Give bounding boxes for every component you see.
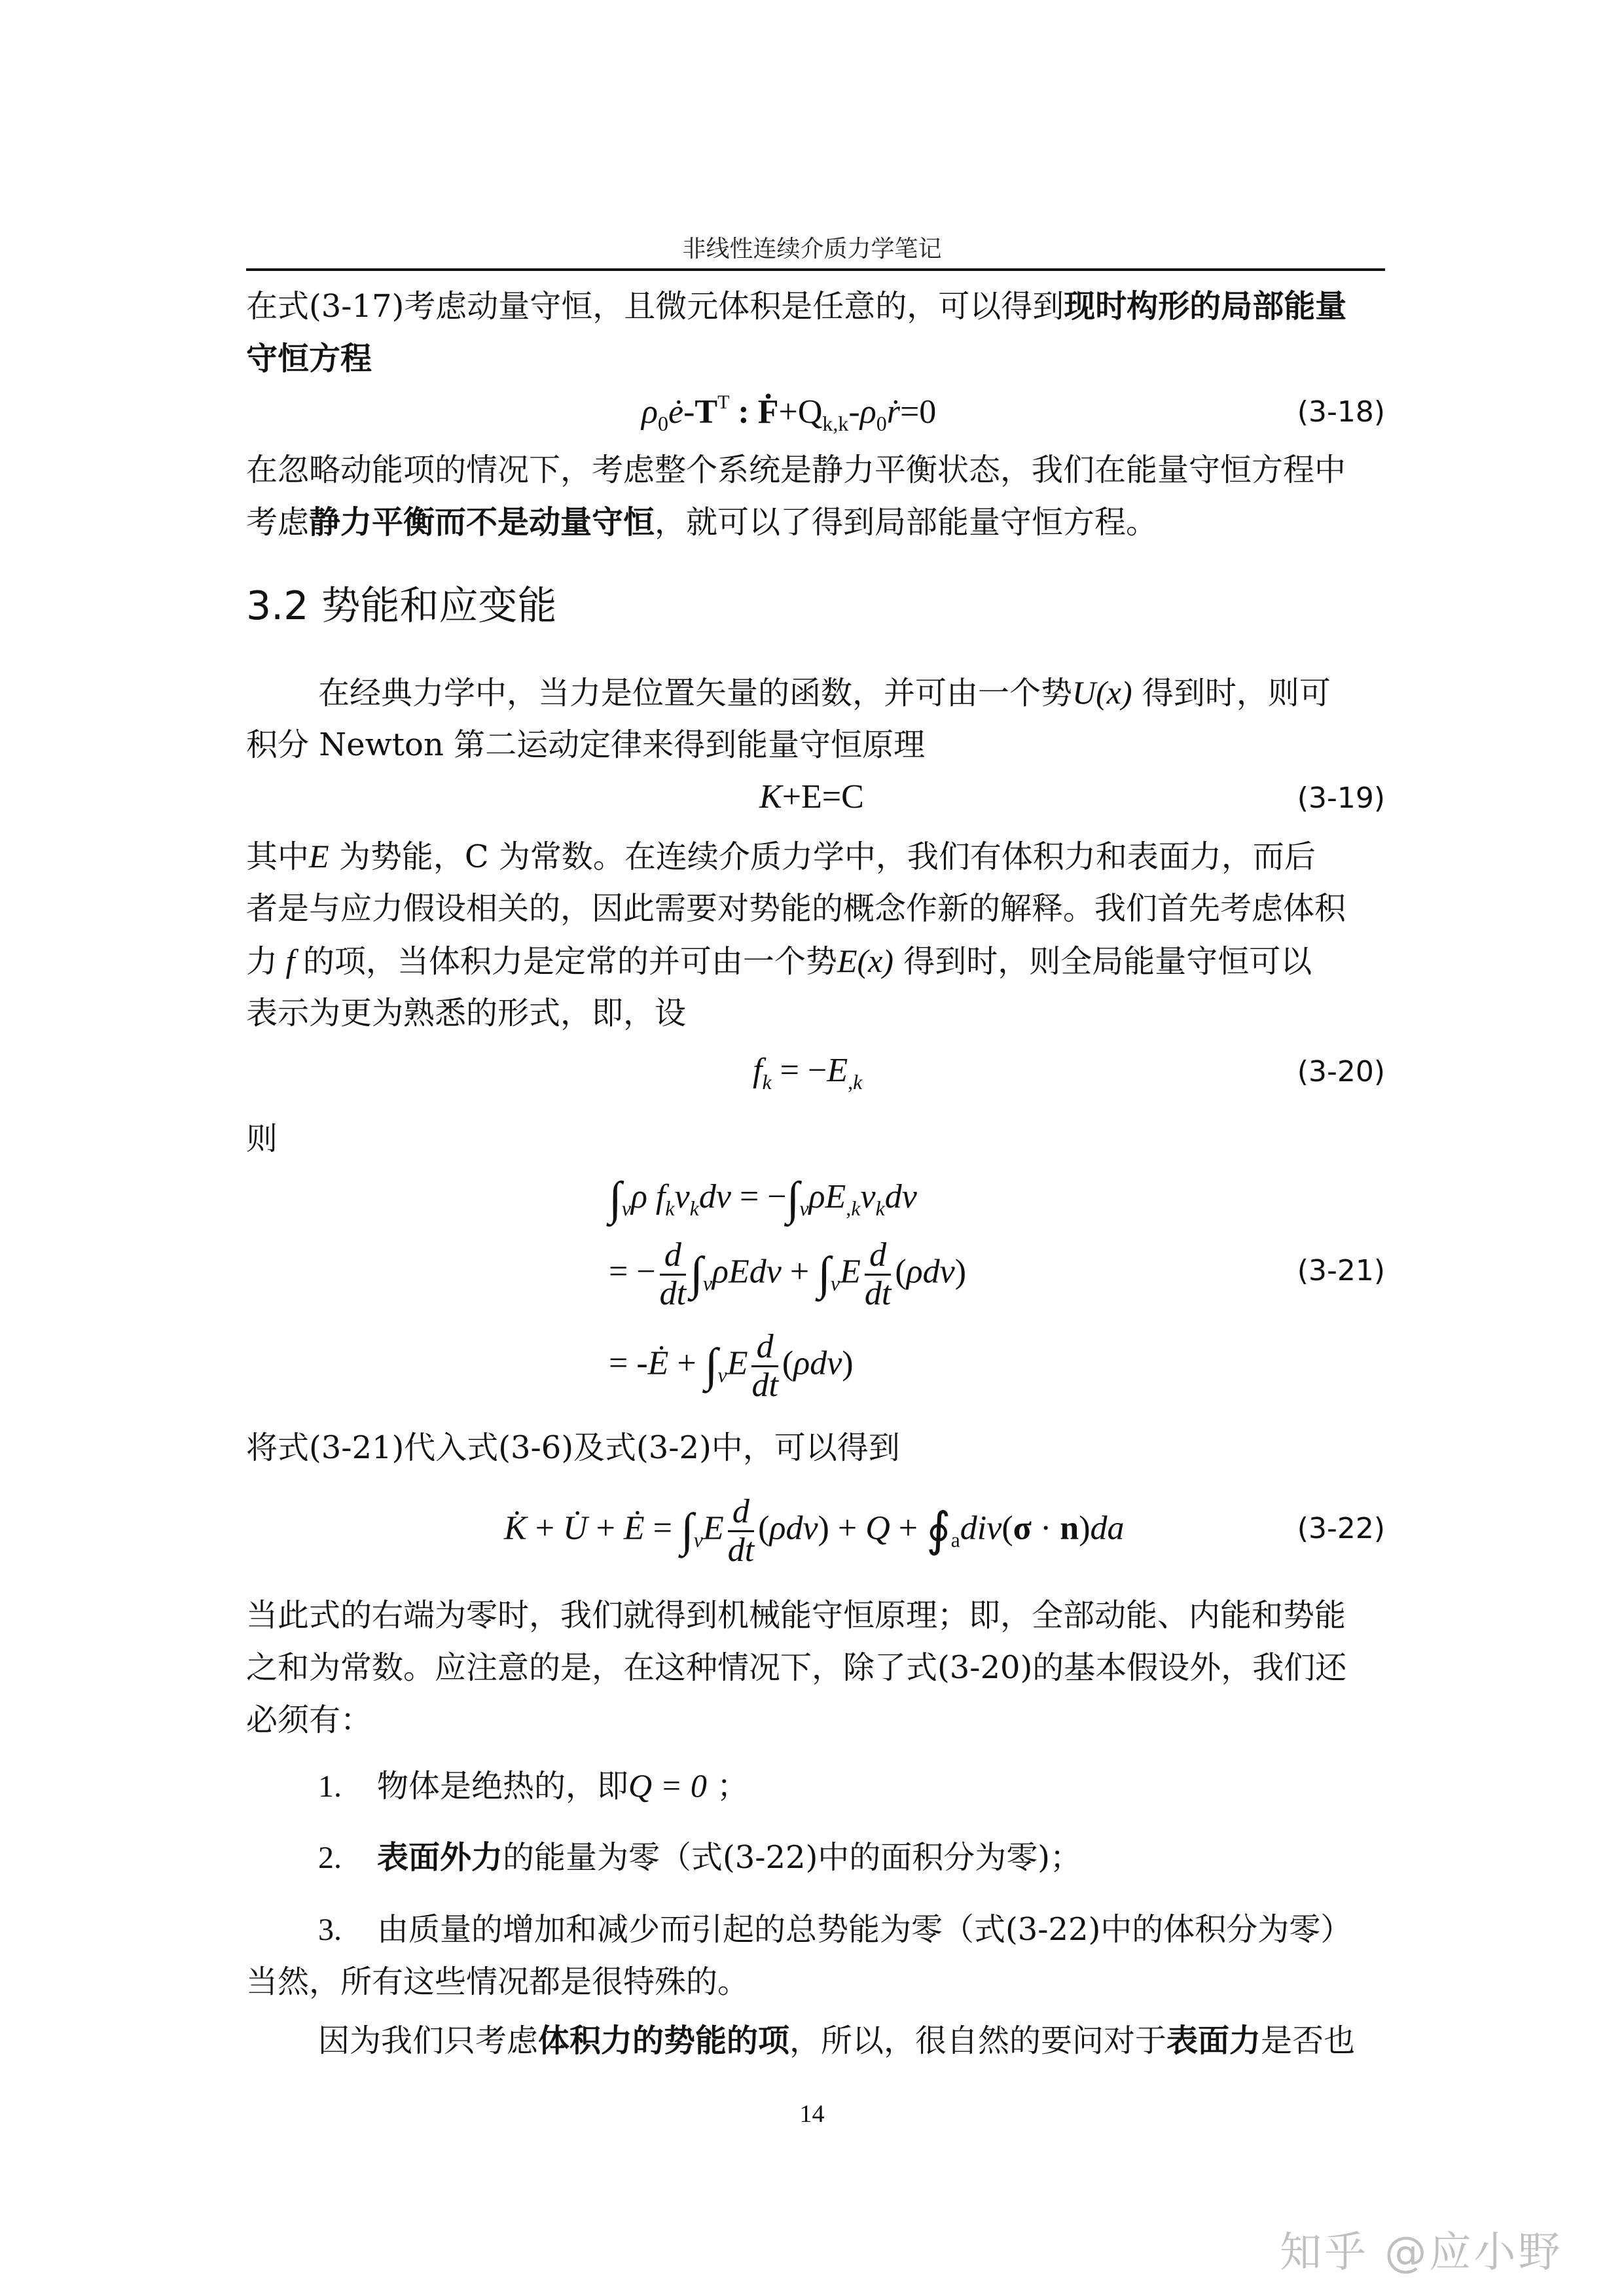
equation-number: (3-18) xyxy=(1297,395,1385,429)
equation-3-18: $\rho_0ė-T^T$ : $Ḟ+Q_{k,k}-\rho_0ṙ=0$ xyxy=(641,391,937,435)
page-number: 14 xyxy=(799,2100,825,2128)
equation-3-19: K+E=C xyxy=(759,778,864,816)
list-item: 3. 由质量的增加和减少而引起的总势能为零（式(3-22)中的体积分为零） xyxy=(318,1911,1352,1948)
equation-3-21-line1: $\int_v\rho$ $f_kv_kdv = -\int_v\rho E_{,k}v_kdv$ xyxy=(609,1172,917,1225)
equation-number: (3-21) xyxy=(1297,1254,1385,1287)
header-rule xyxy=(246,268,1385,271)
paragraph-line: 守恒方程 xyxy=(246,340,372,377)
paragraph-line: 其中E 为势能，C 为常数。在连续介质力学中，我们有体积力和表面力，而后 xyxy=(246,838,1316,875)
equation-3-20: $f_k = -E_{,k}$ xyxy=(753,1052,863,1094)
paragraph-line: 之和为常数。应注意的是，在这种情况下，除了式(3-20)的基本假设外，我们还 xyxy=(246,1649,1347,1686)
paragraph-line: 当此式的右端为零时，我们就得到机械能守恒原理；即，全部动能、内能和势能 xyxy=(246,1597,1346,1634)
equation-number: (3-20) xyxy=(1297,1055,1385,1088)
paragraph-line: 者是与应力假设相关的，因此需要对势能的概念作新的解释。我们首先考虑体积 xyxy=(246,890,1346,927)
equation-3-21-line3: = -Ė + $\int_vE$ $\frac{d}{dt}$ (ρdv) xyxy=(609,1328,854,1404)
paragraph-line: 则 xyxy=(246,1121,278,1157)
paragraph-line: 当然，所有这些情况都是很特殊的。 xyxy=(246,1964,749,2000)
paragraph-line: 将式(3-21)代入式(3-6)及式(3-2)中，可以得到 xyxy=(246,1429,900,1466)
paragraph-line: 表示为更为熟悉的形式，即，设 xyxy=(246,995,687,1031)
paragraph-line: 在经典力学中，当力是位置矢量的函数，并可由一个势U(x) 得到时，则可 xyxy=(318,674,1331,711)
list-item: 1. 物体是绝热的，即Q = 0 ； xyxy=(318,1767,749,1804)
watermark-text: 知乎 @应小野 xyxy=(1280,2229,1563,2277)
paragraph-line: 积分 Newton 第二运动定律来得到能量守恒原理 xyxy=(246,726,926,763)
equation-3-22: K̇ + U̇ + Ė = $\int_vE$ $\frac{d}{dt}$ $(\rho dv) + Q + ∮_adiv(\sigma \cdot n)da$ xyxy=(504,1493,1125,1569)
running-header: 非线性连续介质力学笔记 xyxy=(682,236,942,262)
equation-3-21-line2: = − $\frac{d}{dt}$ $\int_v\rho Edv + \int_vE$ $\frac{d}{dt}$ (ρdv) xyxy=(609,1236,967,1312)
equation-number: (3-22) xyxy=(1297,1512,1385,1545)
paragraph-line: 必须有： xyxy=(246,1702,372,1738)
paragraph-line: 力 f 的项，当体积力是定常的并可由一个势E(x) 得到时，则全局能量守恒可以 xyxy=(246,942,1312,980)
paragraph-line: 考虑静力平衡而不是动量守恒，就可以了得到局部能量守恒方程。 xyxy=(246,504,1158,541)
paragraph-line: 在式(3-17)考虑动量守恒，且微元体积是任意的，可以得到现时构形的局部能量 xyxy=(246,288,1347,325)
list-item: 2. 表面外力的能量为零（式(3-22)中的面积分为零)； xyxy=(318,1839,1082,1876)
section-title: 3.2 势能和应变能 xyxy=(246,583,557,629)
paragraph-line: 因为我们只考虑体积力的势能的项，所以，很自然的要问对于表面力是否也 xyxy=(318,2022,1356,2059)
paragraph-line: 在忽略动能项的情况下，考虑整个系统是静力平衡状态，我们在能量守恒方程中 xyxy=(246,452,1346,488)
equation-number: (3-19) xyxy=(1297,781,1385,815)
